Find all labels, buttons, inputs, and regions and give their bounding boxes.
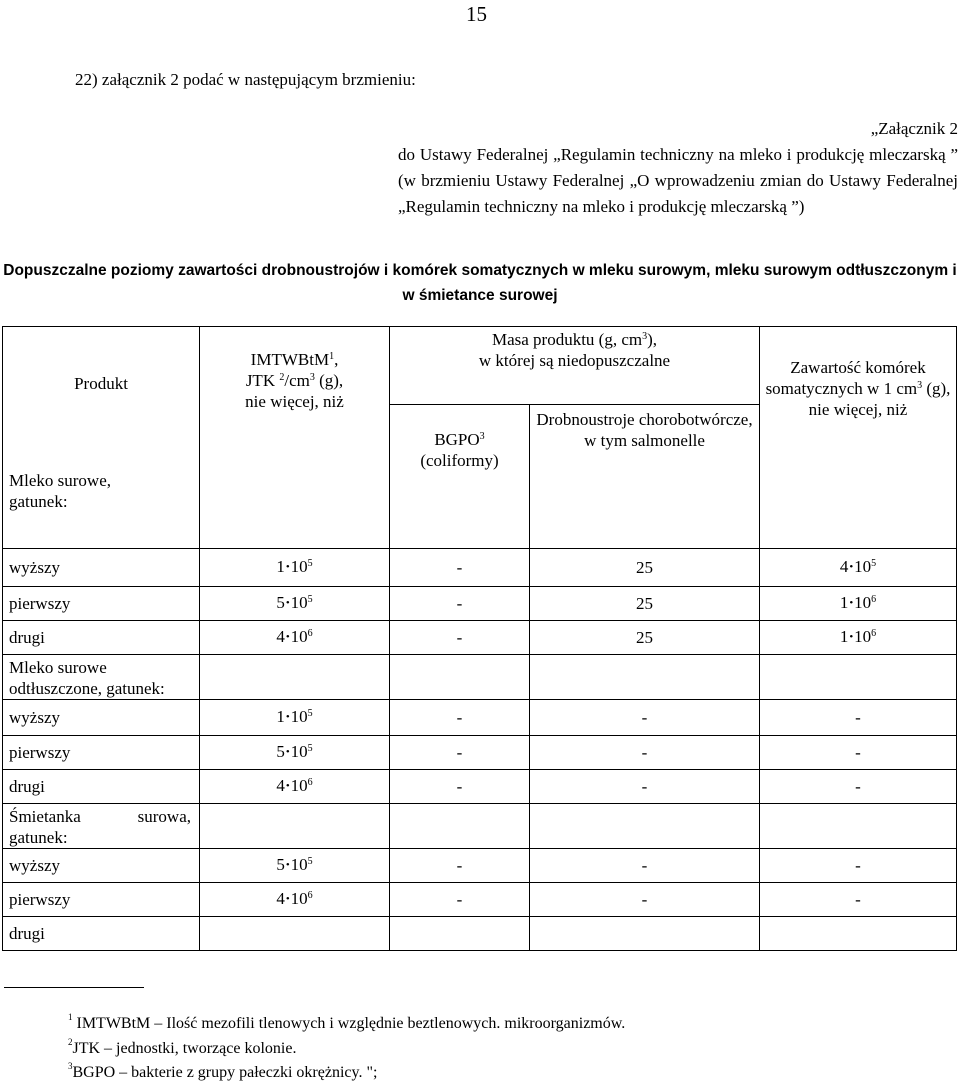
bullet-sep: • (285, 596, 290, 609)
cell-somatic (760, 587, 957, 621)
row-grade: pierwszy (3, 736, 200, 770)
cell-bgpo: - (390, 621, 530, 655)
value-base: 10 (290, 592, 308, 612)
table-heading: Dopuszczalne poziomy zawartości drobnoustrojów i komórek somatycznych w mleku surowym, mleku surowym odtłuszczonym i w śmietance surowej (3, 262, 957, 304)
cell-drob: 25 (530, 587, 760, 621)
table-header-row (3, 327, 957, 405)
cell-drob: - (530, 770, 760, 804)
group3-b: surowa, (137, 807, 191, 826)
page-number: 15 (466, 2, 487, 26)
fn-ref-2: 2 (279, 372, 285, 383)
header-produkt: Produkt (74, 374, 128, 393)
row-grade: drugi (3, 621, 200, 655)
masa-label-a: Masa produktu (g, cm (491, 330, 643, 349)
cell-imtwbtm (200, 587, 390, 621)
row-grade: pierwszy (3, 883, 200, 917)
footnote-text: IMTWBtM – Ilość mezofili tlenowych i względnie beztlenowych. mikroorganizmów. (76, 1015, 626, 1032)
value-mantissa: 5 (276, 741, 285, 761)
cell-somatic (760, 549, 957, 587)
fn-ref-3: 3 (479, 431, 485, 442)
footnote-separator (4, 987, 144, 988)
value-base: 10 (854, 592, 872, 612)
value-base: 10 (854, 556, 872, 576)
value-mantissa: 1 (276, 556, 285, 576)
masa-exp: 3 (642, 331, 648, 342)
value-mantissa: 4 (276, 626, 285, 646)
cell-somatic: - (760, 883, 957, 917)
bullet-sep: • (285, 779, 290, 792)
header-mleko: Mleko surowe, gatunek: (9, 471, 111, 511)
bullet-sep: • (285, 892, 290, 905)
header-masa (390, 327, 760, 405)
bgpo-label: BGPO (434, 430, 480, 449)
bullet-sep: • (285, 745, 290, 758)
table-row (3, 621, 957, 655)
cell-imtwbtm (200, 621, 390, 655)
footnote-1 (68, 1012, 626, 1033)
cell-bgpo: - (390, 587, 530, 621)
imtwbtm-nie: nie więcej, niż (245, 392, 344, 411)
cell-imtwbtm (200, 549, 390, 587)
limits-table (2, 326, 957, 951)
value-base: 10 (290, 556, 308, 576)
value-exponent: 5 (307, 742, 313, 754)
group3-label-row (3, 804, 957, 849)
row-grade: wyższy (3, 700, 200, 736)
row-grade: wyższy (3, 849, 200, 883)
cell-drob (530, 917, 760, 951)
value-exponent: 6 (871, 627, 877, 639)
footnote-2 (68, 1037, 297, 1058)
value-mantissa: 1 (839, 626, 849, 646)
cell-imtwbtm (200, 917, 390, 951)
somatic-label-b: (g), nie więcej, niż (808, 379, 951, 419)
value-exponent: 5 (307, 707, 313, 719)
row-grade: drugi (3, 917, 200, 951)
bullet-sep: • (285, 630, 290, 643)
value-mantissa: 4 (276, 775, 285, 795)
value-mantissa: 1 (276, 706, 285, 726)
value-mantissa: 1 (839, 592, 849, 612)
table-row (3, 700, 957, 736)
value-base: 10 (290, 706, 308, 726)
cell-bgpo: - (390, 770, 530, 804)
value-base: 10 (290, 854, 308, 874)
header-product (3, 327, 200, 549)
value-exponent: 5 (307, 593, 313, 605)
coli-label: (coliformy) (420, 451, 499, 470)
fn-ref-1: 1 (329, 351, 335, 362)
cell-drob: - (530, 849, 760, 883)
footnote-text: JTK – jednostki, tworzące kolonie. (72, 1040, 297, 1057)
footnote-num: 3 (68, 1061, 73, 1071)
group-smietanka (3, 849, 957, 951)
group3-a: Śmietanka (9, 807, 81, 826)
value-mantissa: 4 (839, 556, 849, 576)
cell-somatic: - (760, 770, 957, 804)
bullet-sep: • (285, 858, 290, 871)
footnote-num: 1 (68, 1012, 73, 1022)
value-exponent: 5 (307, 855, 313, 867)
value-base: 10 (290, 741, 308, 761)
value-mantissa: 5 (276, 854, 285, 874)
table-row (3, 849, 957, 883)
cell-imtwbtm (200, 700, 390, 736)
annex-body: do Ustawy Federalnej „Regulamin techniczny na mleko i produkcję mleczarską ” (w brzmieniu Ustawy Federalnej „O wprowadzeniu zmian do Ustawy Federalnej „Regulamin techniczny na mleko i produkcję mleczarską ”) (398, 145, 958, 216)
value-base: 10 (854, 626, 872, 646)
cell-bgpo: - (390, 883, 530, 917)
cell-drob: - (530, 736, 760, 770)
g-label: (g), (314, 371, 344, 390)
value-exponent: 6 (871, 593, 877, 605)
cell-imtwbtm (200, 770, 390, 804)
header-somatic (760, 327, 957, 549)
cell-drob: - (530, 883, 760, 917)
group2-label: Mleko surowe odtłuszczone, gatunek: (3, 655, 200, 700)
jtk-label: JTK (245, 371, 276, 390)
cm-exp: 3 (309, 372, 315, 383)
header-drob: Drobnoustroje chorobotwórcze, w tym salmonelle (530, 405, 760, 549)
header-imtwbtm: IMTWBtM$^1$, JTK $^2/cm^3$ (g), nie więcej, niż (200, 327, 390, 549)
row-grade: drugi (3, 770, 200, 804)
cell-bgpo (390, 917, 530, 951)
table-row (3, 770, 957, 804)
cm-label: /cm (284, 371, 310, 390)
group3-label (3, 804, 200, 849)
cell-somatic: - (760, 700, 957, 736)
intro-line: 22) załącznik 2 podać w następującym brzmieniu: (75, 70, 416, 89)
table-row (3, 917, 957, 951)
cell-imtwbtm (200, 883, 390, 917)
cell-drob: 25 (530, 621, 760, 655)
masa-label-c: w której są niedopuszczalne (478, 351, 671, 370)
header-bgpo (390, 405, 530, 549)
group-mleko (3, 549, 957, 655)
cell-bgpo: - (390, 700, 530, 736)
cell-imtwbtm (200, 849, 390, 883)
cell-bgpo: - (390, 849, 530, 883)
cell-drob: 25 (530, 549, 760, 587)
somatic-exp: 3 (917, 380, 923, 391)
row-grade: pierwszy (3, 587, 200, 621)
cell-imtwbtm (200, 736, 390, 770)
value-exponent: 5 (871, 557, 877, 569)
masa-label-b: ), (647, 330, 658, 349)
footnote-num: 2 (68, 1037, 73, 1047)
value-exponent: 6 (307, 889, 313, 901)
bullet-sep: • (285, 710, 290, 723)
somatic-label-a: Zawartość komórek somatycznych w 1 cm (765, 358, 926, 398)
cell-bgpo: - (390, 736, 530, 770)
cell-bgpo: - (390, 549, 530, 587)
imtwbtm-label: IMTWBtM (250, 350, 330, 369)
cell-somatic (760, 621, 957, 655)
bullet-sep: • (849, 596, 854, 609)
bullet-sep: • (849, 560, 854, 573)
value-exponent: 6 (307, 627, 313, 639)
table-row (3, 736, 957, 770)
table-row (3, 883, 957, 917)
footnote-3 (68, 1061, 378, 1082)
annex-title: „Załącznik 2 (870, 119, 958, 138)
bullet-sep: • (285, 560, 290, 573)
table-row (3, 549, 957, 587)
value-exponent: 6 (307, 776, 313, 788)
cell-somatic (760, 917, 957, 951)
annex-header (398, 116, 958, 220)
bullet-sep: • (849, 630, 854, 643)
group-odtl (3, 700, 957, 804)
row-grade: wyższy (3, 549, 200, 587)
cell-somatic: - (760, 736, 957, 770)
cell-somatic: - (760, 849, 957, 883)
value-mantissa: 5 (276, 592, 285, 612)
value-base: 10 (290, 775, 308, 795)
value-base: 10 (290, 888, 308, 908)
value-exponent: 5 (307, 557, 313, 569)
group2-label-row (3, 655, 957, 700)
value-base: 10 (290, 626, 308, 646)
group3-c: gatunek: (9, 828, 68, 847)
cell-drob: - (530, 700, 760, 736)
footnote-text: BGPO – bakterie z grupy pałeczki okrężnicy. "; (72, 1064, 378, 1081)
value-mantissa: 4 (276, 888, 285, 908)
table-row (3, 587, 957, 621)
